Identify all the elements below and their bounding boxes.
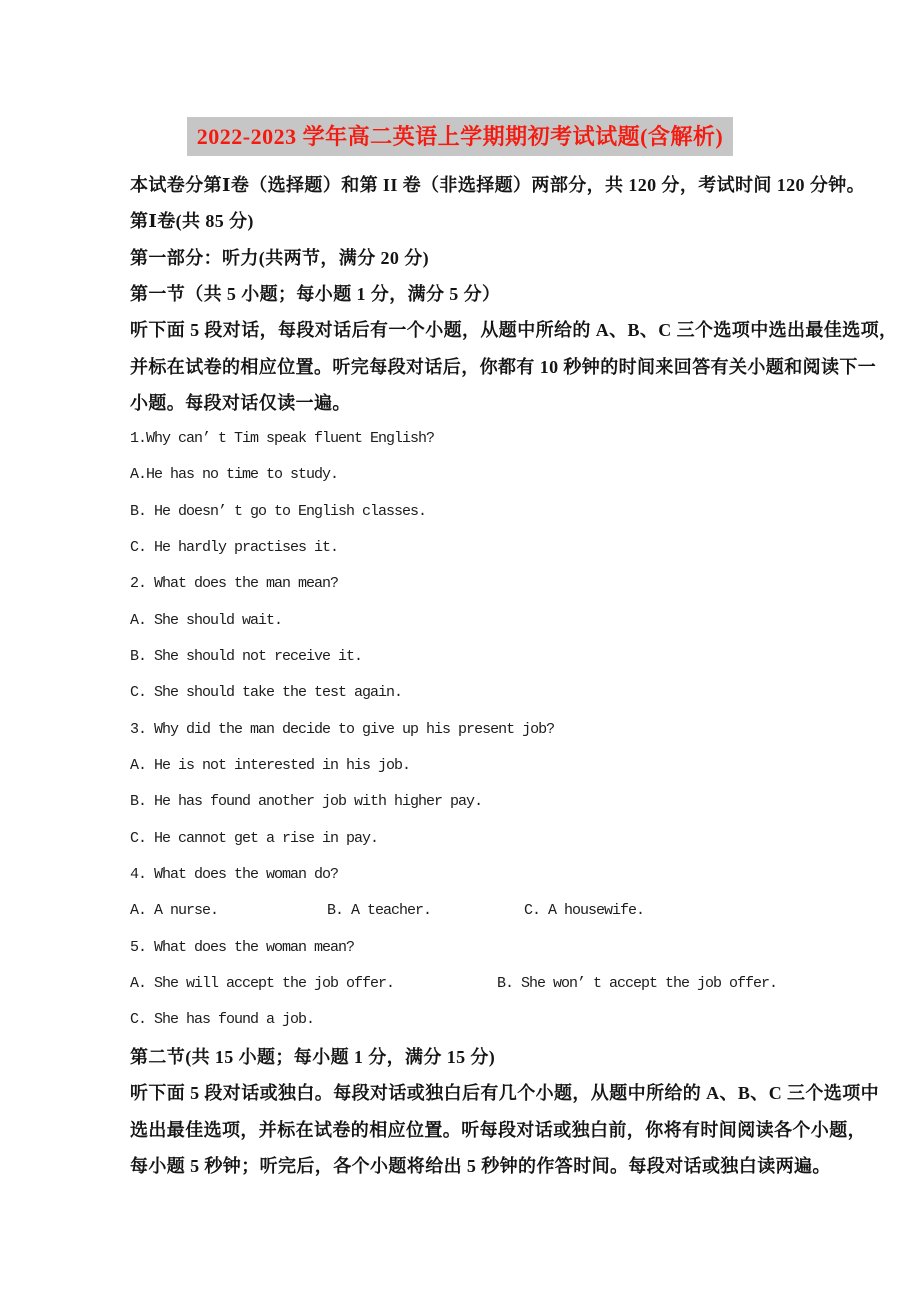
question-3-option-b: B. He has found another job with higher pay. xyxy=(130,793,483,811)
question-5-option-b: B. She won’ t accept the job offer. xyxy=(497,974,778,992)
question-2-text: 2. What does the man mean? xyxy=(130,575,339,593)
section-2-heading: 第二节(共 15 小题；每小题 1 分，满分 15 分) xyxy=(130,1047,496,1068)
question-2-option-a: A. She should wait. xyxy=(130,611,283,629)
question-2-option-c: C. She should take the test again. xyxy=(130,684,403,702)
question-3-option-c: C. He cannot get a rise in pay. xyxy=(130,829,379,847)
section-2-instruction-line-2: 选出最佳选项，并标在试卷的相应位置。听每段对话或独白前，你将有时间阅读各个小题， xyxy=(130,1119,866,1140)
section-2-instruction-line-1: 听下面 5 段对话或独白。每段对话或独白后有几个小题，从题中所给的 A、B、C 三个选项中 xyxy=(130,1083,879,1104)
part-1-heading: 第一部分：听力(共两节，满分 20 分) xyxy=(130,247,429,268)
intro-paragraph: 本试卷分第Ⅰ卷（选择题）和第 II 卷（非选择题）两部分，共 120 分，考试时间 120 分钟。 xyxy=(130,175,866,196)
question-5-options-row xyxy=(130,965,792,1001)
question-4-options-row xyxy=(130,893,792,929)
question-5-option-a: A. She will accept the job offer. xyxy=(130,974,395,992)
question-1-option-b: B. He doesn’ t go to English classes. xyxy=(130,502,427,520)
section-1-instruction-line-1: 听下面 5 段对话，每段对话后有一个小题，从题中所给的 A、B、C 三个选项中选出最佳选项， xyxy=(130,320,898,341)
document-title: 2022-2023 学年高二英语上学期期初考试试题(含解析) xyxy=(187,117,733,156)
section-1-instruction-line-2: 并标在试卷的相应位置。听完每段对话后，你都有 10 秒钟的时间来回答有关小题和阅读下一 xyxy=(130,356,877,377)
question-4-text: 4. What does the woman do? xyxy=(130,865,339,883)
document-body xyxy=(130,166,898,1183)
question-4-option-b: B. A teacher. xyxy=(327,902,432,920)
question-1-option-a: A.He has no time to study. xyxy=(130,466,339,484)
question-1-option-c: C. He hardly practises it. xyxy=(130,538,339,556)
volume-1-heading: 第Ⅰ卷(共 85 分) xyxy=(130,211,254,232)
question-5-option-c: C. She has found a job. xyxy=(130,1011,315,1029)
question-3-option-a: A. He is not interested in his job. xyxy=(130,756,411,774)
section-1-instruction-line-3: 小题。每段对话仅读一遍。 xyxy=(130,393,351,414)
question-4-option-c: C. A housewife. xyxy=(524,902,645,920)
section-2-instruction-line-3: 每小题 5 秒钟；听完后，各个小题将给出 5 秒钟的作答时间。每段对话或独白读两遍。 xyxy=(130,1156,831,1177)
question-4-option-a: A. A nurse. xyxy=(130,902,219,920)
question-2-option-b: B. She should not receive it. xyxy=(130,647,363,665)
question-3-text: 3. Why did the man decide to give up his present job? xyxy=(130,720,555,738)
question-5-text: 5. What does the woman mean? xyxy=(130,938,355,956)
question-1-text: 1.Why can’ t Tim speak fluent English? xyxy=(130,429,435,447)
title-row xyxy=(0,0,920,156)
section-1-heading: 第一节（共 5 小题；每小题 1 分，满分 5 分） xyxy=(130,284,501,305)
